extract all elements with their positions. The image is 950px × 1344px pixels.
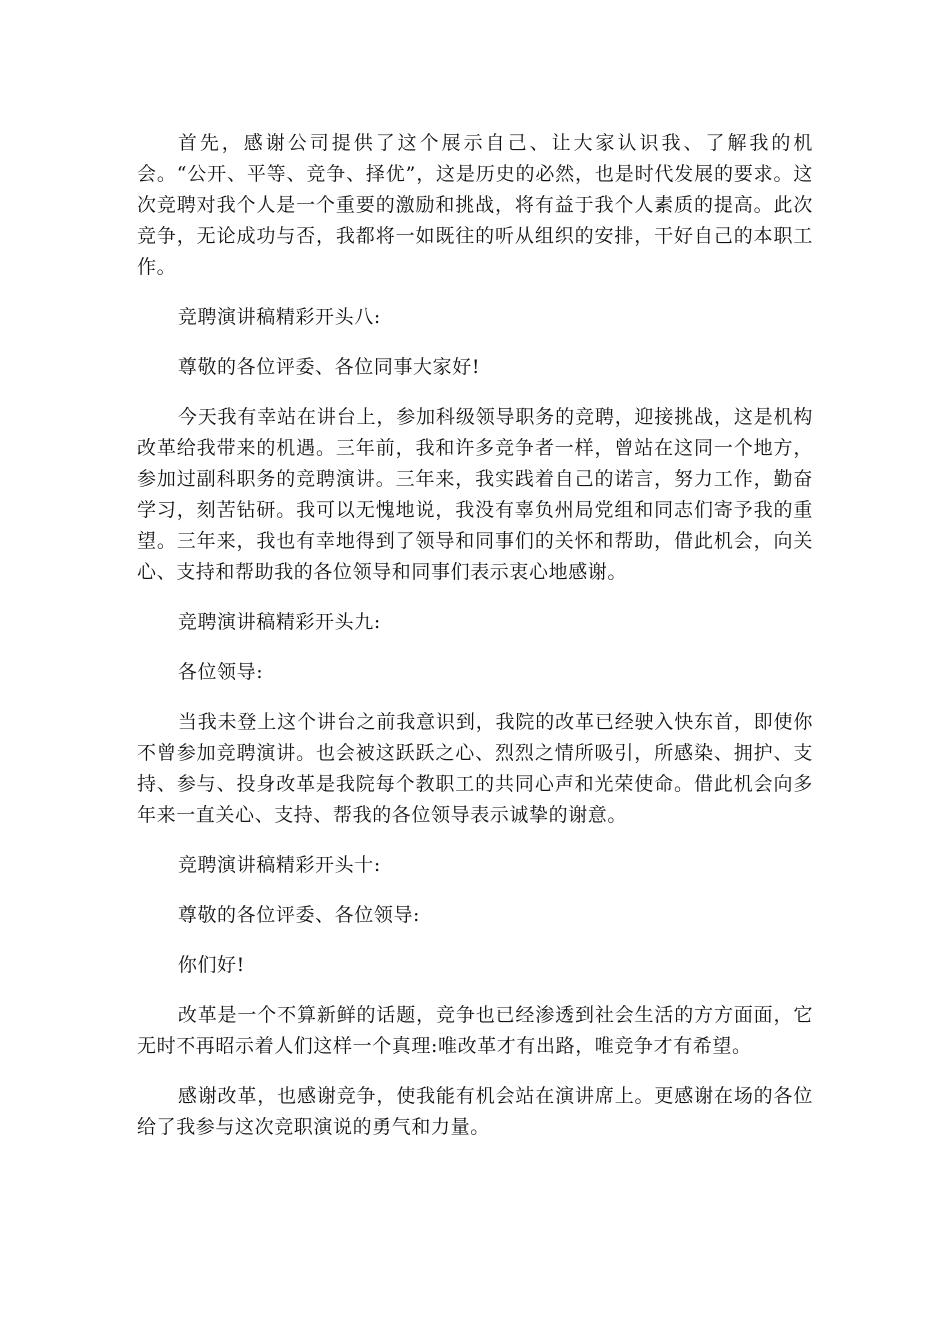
greeting-nine: 各位领导: bbox=[177, 661, 264, 683]
paragraph-ten-body-2: 感谢改革，也感谢竞争，使我能有机会站在演讲席上。更感谢在场的各位给了我参与这次竞职演说的勇气和力量。 bbox=[137, 1085, 813, 1138]
paragraph-ten-body-1: 改革是一个不算新鲜的话题，竞争也已经渗透到社会生活的方方面面，它无时不再昭示着人们这样一个真理:唯改革才有出路，唯竞争才有希望。 bbox=[137, 1004, 813, 1057]
paragraph-intro: 首先，感谢公司提供了这个展示自己、让大家认识我、了解我的机会。“公开、平等、竞争、择优”，这是历史的必然，也是时代发展的要求。这次竞聘对我个人是一个重要的激励和挑战，将有益于我个人素质的提高。此次竞争，无论成功与否，我都将一如既往的听从组织的安排，干好自己的本职工作。 bbox=[137, 132, 813, 278]
section-heading-nine: 竞聘演讲稿精彩开头九: bbox=[177, 611, 381, 633]
greeting-ten-hello: 你们好! bbox=[177, 954, 245, 976]
paragraph-eight-body: 今天我有幸站在讲台上，参加科级领导职务的竞聘，迎接挑战，这是机构改革给我带来的机遇。三年前，我和许多竞争者一样，曾站在这同一个地方，参加过副科职务的竞聘演讲。三年来，我实践着自己的诺言，努力工作，勤奋学习，刻苦钻研。我可以无愧地说，我没有辜负州局党组和同志们寄予我的重望。三年来，我也有幸地得到了领导和同事们的关怀和帮助，借此机会，向关心、支持和帮助我的各位领导和同事们表示衷心地感谢。 bbox=[137, 406, 813, 583]
greeting-ten: 尊敬的各位评委、各位领导: bbox=[177, 904, 421, 926]
greeting-eight: 尊敬的各位评委、各位同事大家好! bbox=[177, 356, 481, 378]
paragraph-nine-body: 当我未登上这个讲台之前我意识到，我院的改革已经驶入快东首，即使你不曾参加竞聘演讲。也会被这跃跃之心、烈烈之情所吸引，所感染、拥护、支持、参与、投身改革是我院每个教职工的共同心声和光荣使命。借此机会向多年来一直关心、支持、帮我的各位领导表示诚挚的谢意。 bbox=[137, 711, 813, 826]
section-heading-ten: 竞聘演讲稿精彩开头十: bbox=[177, 854, 381, 876]
section-heading-eight: 竞聘演讲稿精彩开头八: bbox=[177, 306, 381, 328]
document-body bbox=[137, 128, 813, 1162]
